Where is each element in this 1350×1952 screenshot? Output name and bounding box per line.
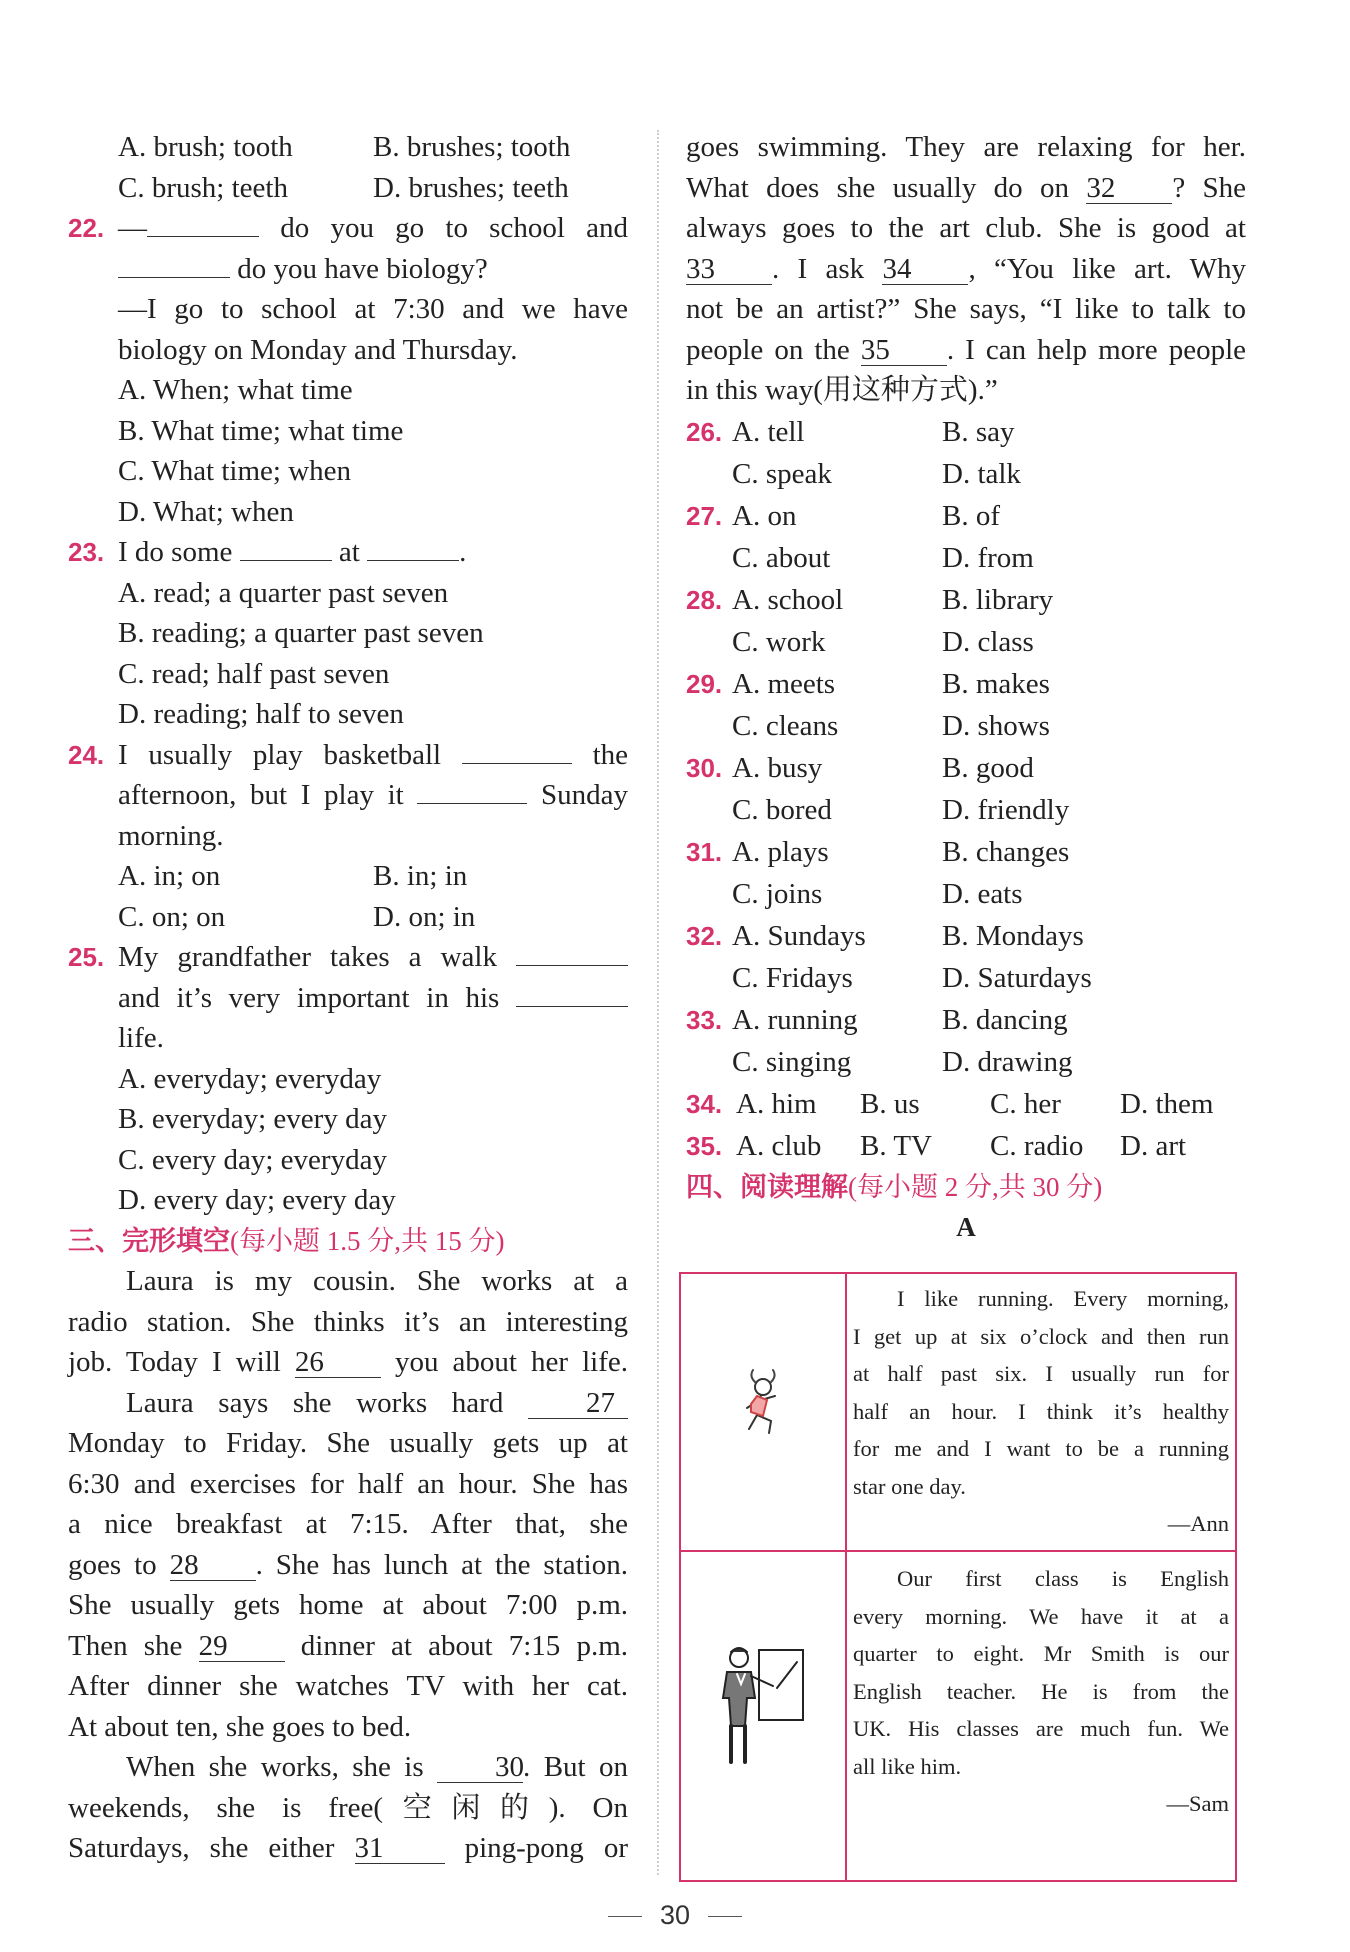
reading-line: all like him. bbox=[853, 1753, 962, 1779]
cloze-blank-26: 26 bbox=[295, 1347, 381, 1378]
question-number: 33. bbox=[686, 1004, 723, 1035]
option: C. singing bbox=[732, 1045, 852, 1078]
question-number: 24. bbox=[68, 739, 105, 770]
question-number: 22. bbox=[68, 213, 105, 243]
choice-32 bbox=[686, 915, 1246, 957]
right-column bbox=[686, 127, 1246, 1248]
question-number: 25. bbox=[68, 942, 105, 972]
option: B. reading; a quarter past seven bbox=[118, 617, 484, 649]
question-text: and it’s very important in his bbox=[118, 981, 500, 1014]
option: B. Mondays bbox=[942, 919, 1084, 952]
section-4-heading bbox=[686, 1167, 1246, 1208]
choice-33-cd bbox=[686, 1041, 1246, 1083]
option: A. club bbox=[736, 1129, 822, 1162]
option: B. everyday; every day bbox=[118, 1103, 387, 1135]
option: D. What; when bbox=[118, 495, 294, 528]
option: C. bored bbox=[732, 793, 832, 826]
option: B. What time; what time bbox=[118, 414, 404, 447]
question-text: life. bbox=[118, 1022, 164, 1054]
option: D. on; in bbox=[373, 900, 476, 933]
option: D. brushes; teeth bbox=[373, 171, 569, 204]
reading-line: I get up at six o’clock and then run bbox=[853, 1323, 1229, 1349]
question-24 bbox=[68, 735, 628, 938]
cloze-blank-30: 30 bbox=[437, 1752, 523, 1783]
option: A. meets bbox=[732, 667, 836, 700]
cloze-blank-34: 34 bbox=[882, 254, 968, 285]
cloze-blank-32: 32 bbox=[1086, 173, 1172, 204]
question-number: 35. bbox=[686, 1130, 723, 1161]
left-column bbox=[68, 127, 628, 1869]
option: B. changes bbox=[942, 835, 1070, 868]
question-text: the bbox=[592, 738, 629, 771]
passage-text: job. Today I will bbox=[68, 1346, 281, 1378]
signature-ann: —Ann bbox=[1167, 1511, 1229, 1536]
sam-picture-cell bbox=[681, 1552, 847, 1880]
option: B. TV bbox=[860, 1129, 932, 1162]
option: C. cleans bbox=[732, 709, 839, 742]
choice-34 bbox=[686, 1083, 1246, 1125]
option: A. everyday; everyday bbox=[118, 1062, 382, 1095]
option: C. about bbox=[732, 541, 831, 574]
option: C. work bbox=[732, 625, 826, 658]
signature-sam: —Sam bbox=[1166, 1791, 1229, 1816]
choice-27-cd bbox=[686, 537, 1246, 579]
page-number: 30 bbox=[659, 1900, 691, 1930]
reading-line: English teacher. He is from the bbox=[853, 1678, 1229, 1704]
passage-text: . I ask bbox=[772, 252, 865, 285]
passage-line: radio station. She thinks it’s an interesting bbox=[68, 1305, 628, 1338]
passage-text: . But on bbox=[523, 1751, 628, 1783]
cloze-passage bbox=[68, 1261, 628, 1869]
question-text: —I go to school at 7:30 and we have bbox=[118, 293, 628, 325]
teacher-icon bbox=[681, 1552, 845, 1880]
option: C. her bbox=[990, 1087, 1061, 1120]
option: A. read; a quarter past seven bbox=[118, 576, 449, 609]
option: D. drawing bbox=[942, 1045, 1073, 1078]
question-text: My grandfather takes a walk bbox=[118, 941, 497, 973]
reading-line: quarter to eight. Mr Smith is our bbox=[853, 1641, 1229, 1666]
cloze-passage-continued bbox=[686, 127, 1246, 411]
question-number: 27. bbox=[686, 500, 723, 531]
question-text: at bbox=[338, 536, 360, 568]
cloze-blank-35: 35 bbox=[861, 335, 947, 366]
option: D. Saturdays bbox=[942, 961, 1092, 994]
section-3-heading bbox=[68, 1221, 628, 1262]
choice-26-cd bbox=[686, 453, 1246, 495]
question-text: afternoon, but I play it bbox=[118, 779, 404, 811]
footer-dash-left bbox=[608, 1916, 642, 1917]
part-label: A bbox=[956, 1212, 976, 1242]
passage-line: After dinner she watches TV with her cat. bbox=[68, 1670, 628, 1702]
option: D. reading; half to seven bbox=[118, 698, 404, 730]
choice-31 bbox=[686, 831, 1246, 873]
passage-text: . She has lunch at the station. bbox=[255, 1548, 628, 1581]
answer-blank bbox=[367, 534, 459, 561]
section-points: (每小题 1.5 分,共 15 分) bbox=[230, 1225, 505, 1256]
option: A. in; on bbox=[118, 860, 221, 892]
passage-text: Laura says she works hard bbox=[126, 1386, 504, 1419]
option: B. of bbox=[942, 499, 1000, 532]
question-number: 29. bbox=[686, 668, 723, 699]
section-title: 三、完形填空 bbox=[68, 1225, 230, 1256]
option: D. friendly bbox=[942, 793, 1070, 826]
option: A. When; what time bbox=[118, 374, 353, 406]
option: B. us bbox=[860, 1087, 920, 1120]
ann-picture-cell bbox=[681, 1274, 847, 1550]
option: D. shows bbox=[942, 709, 1050, 742]
cloze-blank-27: 27 bbox=[528, 1388, 628, 1419]
option: C. What time; when bbox=[118, 455, 352, 487]
question-number: 28. bbox=[686, 584, 723, 615]
passage-text: When she works, she is bbox=[126, 1751, 424, 1783]
option: A. Sundays bbox=[732, 919, 866, 952]
ann-text bbox=[853, 1280, 1229, 1543]
question-text: I do some bbox=[118, 536, 233, 568]
choice-29 bbox=[686, 663, 1246, 705]
choice-26 bbox=[686, 411, 1246, 453]
choice-30 bbox=[686, 747, 1246, 789]
passage-line: not be an artist?” She says, “I like to talk to bbox=[686, 293, 1246, 325]
answer-blank bbox=[516, 939, 628, 966]
passage-line: weekends, she is free(空闲的). On bbox=[68, 1791, 628, 1824]
running-girl-icon bbox=[681, 1274, 845, 1550]
option: A. on bbox=[732, 499, 797, 532]
choice-27 bbox=[686, 495, 1246, 537]
choice-28 bbox=[686, 579, 1246, 621]
passage-text: What does she usually do on bbox=[686, 171, 1069, 204]
passage-text: goes to bbox=[68, 1548, 157, 1581]
question-number: 30. bbox=[686, 752, 723, 783]
option: B. brushes; tooth bbox=[373, 131, 571, 163]
question-text: do you have biology? bbox=[237, 252, 488, 285]
passage-text: dinner at about 7:15 p.m. bbox=[300, 1629, 629, 1662]
answer-blank bbox=[118, 251, 230, 278]
option: B. makes bbox=[942, 667, 1050, 700]
option: C. read; half past seven bbox=[118, 657, 390, 690]
page-footer bbox=[0, 1900, 1350, 1931]
option: D. class bbox=[942, 625, 1034, 658]
reading-line: at half past six. I usually run for bbox=[853, 1361, 1229, 1386]
dash: — bbox=[118, 212, 147, 244]
choice-33 bbox=[686, 999, 1246, 1041]
passage-text: ping-pong or bbox=[464, 1832, 629, 1864]
option: A. brush; tooth bbox=[118, 131, 293, 163]
option: C. speak bbox=[732, 457, 832, 490]
option: C. every day; everyday bbox=[118, 1143, 387, 1176]
passage-line: in this way(用这种方式).” bbox=[686, 374, 998, 406]
passage-line: Laura is my cousin. She works at a bbox=[126, 1265, 628, 1297]
option: D. every day; every day bbox=[118, 1184, 396, 1216]
option: B. good bbox=[942, 751, 1034, 784]
option: C. on; on bbox=[118, 900, 226, 933]
question-23 bbox=[68, 532, 628, 735]
question-number: 23. bbox=[68, 537, 105, 567]
reading-line: star one day. bbox=[853, 1473, 966, 1499]
reading-line: UK. His classes are much fun. We bbox=[853, 1716, 1229, 1741]
cloze-choices bbox=[686, 411, 1246, 1167]
answer-blank bbox=[147, 210, 259, 237]
option: A. him bbox=[736, 1087, 817, 1120]
passage-line: always goes to the art club. She is good at bbox=[686, 212, 1246, 244]
answer-blank bbox=[516, 980, 628, 1007]
choice-35 bbox=[686, 1125, 1246, 1167]
question-text: Sunday bbox=[541, 779, 629, 811]
passage-text: you about her life. bbox=[394, 1346, 629, 1378]
question-text: do you go to school and bbox=[280, 212, 628, 244]
option: C. brush; teeth bbox=[118, 171, 288, 204]
question-text: I usually play basketball bbox=[118, 738, 442, 771]
footer-dash-right bbox=[708, 1916, 742, 1917]
option: B. in; in bbox=[373, 860, 468, 892]
answer-blank bbox=[240, 534, 332, 561]
section-title: 四、阅读理解 bbox=[686, 1171, 848, 1202]
reading-line: Our first class is English bbox=[897, 1566, 1229, 1591]
question-text: biology on Monday and Thursday. bbox=[118, 333, 518, 366]
option: C. joins bbox=[732, 877, 823, 910]
question-22 bbox=[68, 208, 628, 532]
answer-blank bbox=[417, 777, 527, 804]
question-text: morning. bbox=[118, 819, 224, 852]
reading-line: half an hour. I think it’s healthy bbox=[853, 1398, 1229, 1424]
passage-line: a nice breakfast at 7:15. After that, she bbox=[68, 1508, 628, 1540]
reading-table bbox=[679, 1272, 1237, 1882]
option: D. eats bbox=[942, 877, 1023, 910]
sam-text bbox=[853, 1560, 1229, 1823]
reading-line: every morning. We have it at a bbox=[853, 1603, 1229, 1629]
reading-line: I like running. Every morning, bbox=[897, 1286, 1229, 1311]
question-25 bbox=[68, 937, 628, 1221]
option: A. school bbox=[732, 583, 844, 616]
passage-line: At about ten, she goes to bed. bbox=[68, 1710, 412, 1743]
passage-line: Monday to Friday. She usually gets up at bbox=[68, 1427, 628, 1459]
choice-31-cd bbox=[686, 873, 1246, 915]
option: A. running bbox=[732, 1003, 858, 1036]
option: C. radio bbox=[990, 1129, 1084, 1162]
passage-line: 6:30 and exercises for half an hour. She has bbox=[68, 1467, 628, 1500]
choice-32-cd bbox=[686, 957, 1246, 999]
option: D. talk bbox=[942, 457, 1021, 490]
passage-text: , “You like art. Why bbox=[968, 252, 1246, 285]
option: C. Fridays bbox=[732, 961, 853, 994]
option: D. art bbox=[1120, 1129, 1187, 1162]
option: B. say bbox=[942, 415, 1015, 448]
question-number: 31. bbox=[686, 836, 723, 867]
reading-line: for me and I want to be a running bbox=[853, 1436, 1229, 1461]
answer-blank bbox=[462, 737, 572, 764]
passage-text: ? She bbox=[1172, 171, 1247, 204]
option: B. dancing bbox=[942, 1003, 1068, 1036]
passage-line: She usually gets home at about 7:00 p.m. bbox=[68, 1589, 628, 1621]
passage-text: people on the bbox=[686, 333, 850, 366]
cloze-blank-33: 33 bbox=[686, 254, 772, 285]
choice-28-cd bbox=[686, 621, 1246, 663]
passage-text: Then she bbox=[68, 1629, 183, 1662]
question-text: . bbox=[459, 536, 467, 568]
choice-30-cd bbox=[686, 789, 1246, 831]
option: A. tell bbox=[732, 415, 805, 448]
q21-options bbox=[68, 127, 628, 208]
option: D. from bbox=[942, 541, 1034, 574]
question-number: 26. bbox=[686, 416, 723, 447]
passage-line: goes swimming. They are relaxing for her. bbox=[686, 131, 1246, 163]
option: A. busy bbox=[732, 751, 823, 784]
question-number: 32. bbox=[686, 920, 723, 951]
cloze-blank-28: 28 bbox=[170, 1550, 256, 1581]
option: D. them bbox=[1120, 1087, 1214, 1120]
column-divider bbox=[657, 130, 659, 1875]
question-number: 34. bbox=[686, 1088, 723, 1119]
passage-text: . I can help more people bbox=[946, 333, 1247, 366]
option: B. library bbox=[942, 583, 1054, 616]
section-points: (每小题 2 分,共 30 分) bbox=[848, 1171, 1103, 1202]
choice-29-cd bbox=[686, 705, 1246, 747]
passage-text: Saturdays, she either bbox=[68, 1832, 335, 1864]
cloze-blank-31: 31 bbox=[355, 1833, 445, 1864]
option: A. plays bbox=[732, 835, 829, 868]
cloze-blank-29: 29 bbox=[199, 1631, 285, 1662]
